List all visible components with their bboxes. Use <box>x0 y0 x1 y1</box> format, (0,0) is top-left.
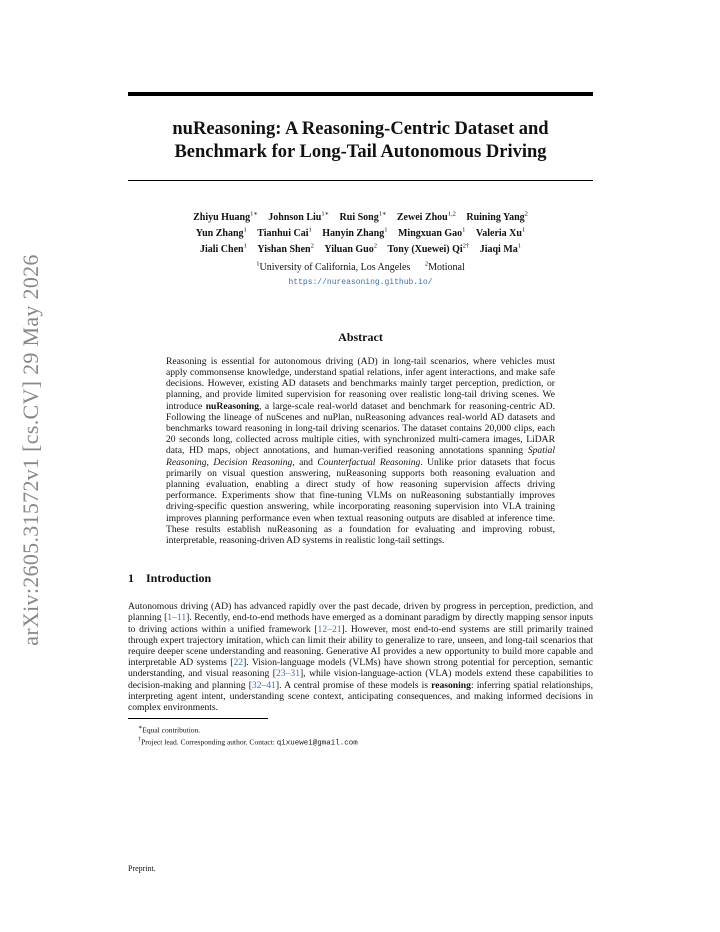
affiliation: $^2$Motional <box>424 260 465 273</box>
author: Jiaqi Ma$^1$ <box>479 242 522 255</box>
section-heading: 1 Introduction <box>128 571 212 586</box>
author: Rui Song$^{1∗}$ <box>339 211 387 224</box>
citation-link[interactable]: 1–11 <box>167 612 187 624</box>
preprint-label: Preprint. <box>128 864 156 873</box>
introduction-paragraph: Autonomous driving (AD) has advanced rapidly over the past decade, driven by progress in perception, prediction, and planning [1–11]. Recently, end-to-end methods have emerged as a dominant paradigm by directly mapping sensor inputs to driving actions within a unified framework [12–21]. However, most end-to-end systems are still primarily trained through expert trajectory imitation, which can limit their ability to generalize to rare, unseen, and long-tail scenarios that require deeper scene understanding and reasoning. Generative AI provides a new opportunity to build more capable and interpretable AD systems [22]. Vision-language models (VLMs) have shown strong potential for perception, semantic understanding, and visual reasoning [23–31], while vision-language-action (VLA) models extend these capabilities to decision-making and planning [32–41]. A central promise of these models is reasoning: inferring spatial relationships, interpreting agent intent, understanding scene context, anticipating consequences, and making informed decisions in complex environments. <box>128 601 594 714</box>
author-block <box>128 209 593 290</box>
footnote-rule <box>128 718 268 719</box>
author: Johnson Liu$^{1∗}$ <box>268 211 330 224</box>
citation-link[interactable]: 32–41 <box>251 679 276 691</box>
project-url-link[interactable]: https://nureasoning.github.io/ <box>288 278 433 288</box>
author: Yun Zhang$^1$ <box>195 226 247 240</box>
abstract-body: Reasoning is essential for autonomous driving (AD) in long-tail scenarios, where vehicles must apply commonsense knowledge, understand spatial relations, infer agent interactions, and make safe decisions. However, existing AD datasets and benchmarks mainly target perception, prediction, or planning, and provide limited supervision for reasoning over realistic long-tail driving scenes. We introduce nuReasoning, a large-scale real-world dataset and benchmark for reasoning-centric AD. Following the lineage of nuScenes and nuPlan, nuReasoning advances real-world AD datasets and benchmarks toward reasoning in long-tail driving scenarios. The dataset contains 20,000 clips, each 20 seconds long, collected across multiple cities, with synchronized multi-camera images, LiDAR data, HD maps, object annotations, and human-verified reasoning annotations spanning Spatial Reasoning, Decision Reasoning, and Counterfactual Reasoning. Unlike prior datasets that focus primarily on visual question answering, nuReasoning supports both reasoning evaluation and planning evaluation, enabling a direct study of how reasoning supervision affects driving performance. Experiments show that fine-tuning VLMs on nuReasoning substantially improves driving-specific question answering, while incorporating reasoning supervision into VLA training improves planning performance even when textual reasoning outputs are disabled at inference time. These results establish nuReasoning as a foundation for evaluating and improving robust, interpretable, reasoning-driven AD systems in realistic long-tail settings. <box>166 355 555 547</box>
title-line-1: nuReasoning: A Reasoning-Centric Dataset and <box>172 119 549 139</box>
author: Zhiyu Huang$^{1∗}$ <box>193 211 258 224</box>
author: Hanyin Zhang$^1$ <box>322 226 388 240</box>
author-line <box>128 209 593 225</box>
author: Zewei Zhou$^{1,2}$ <box>396 211 456 224</box>
affiliation: $^1$University of California, Los Angeles <box>256 260 411 273</box>
author-line <box>128 225 593 241</box>
arxiv-sidebar <box>6 240 56 660</box>
footnotes <box>138 723 593 748</box>
title-line-2: Benchmark for Long-Tail Autonomous Driving <box>174 142 547 162</box>
citation-link[interactable]: 23–31 <box>276 668 300 680</box>
author: Yishan Shen$^2$ <box>257 242 314 255</box>
citation-link[interactable]: 12–21 <box>317 623 342 635</box>
paper-page <box>128 92 593 748</box>
author: Tony (Xuewei) $Qi^{2\dagger}$ <box>387 242 470 255</box>
title-top-rule <box>128 92 593 96</box>
arxiv-identifier: arXiv:2605.31572v1 [cs.CV] 29 May 2026 <box>18 254 43 646</box>
contact-email[interactable]: qixuewei@gmail.com <box>276 739 358 748</box>
author: Yiluan Guo$^2$ <box>324 242 377 255</box>
abstract-heading: Abstract <box>338 329 383 344</box>
affiliations <box>128 258 593 274</box>
author: Ruining Yang$^2$ <box>466 211 528 224</box>
title-bottom-rule <box>128 180 593 181</box>
author: Valeria Xu$^1$ <box>475 226 526 240</box>
footnote-equal-contribution: ∗Equal contribution. <box>138 724 201 735</box>
author-line <box>128 241 593 257</box>
paper-title <box>128 118 593 164</box>
footnote-project-lead: †Project lead. Corresponding author. Contact: qixuewei@gmail.com <box>138 735 358 748</box>
citation-link[interactable]: 22 <box>233 657 244 669</box>
author: Jiali Chen$^1$ <box>199 242 247 255</box>
author: Tianhui Cai$^1$ <box>257 226 312 240</box>
author: Mingxuan Gao$^1$ <box>397 226 466 240</box>
